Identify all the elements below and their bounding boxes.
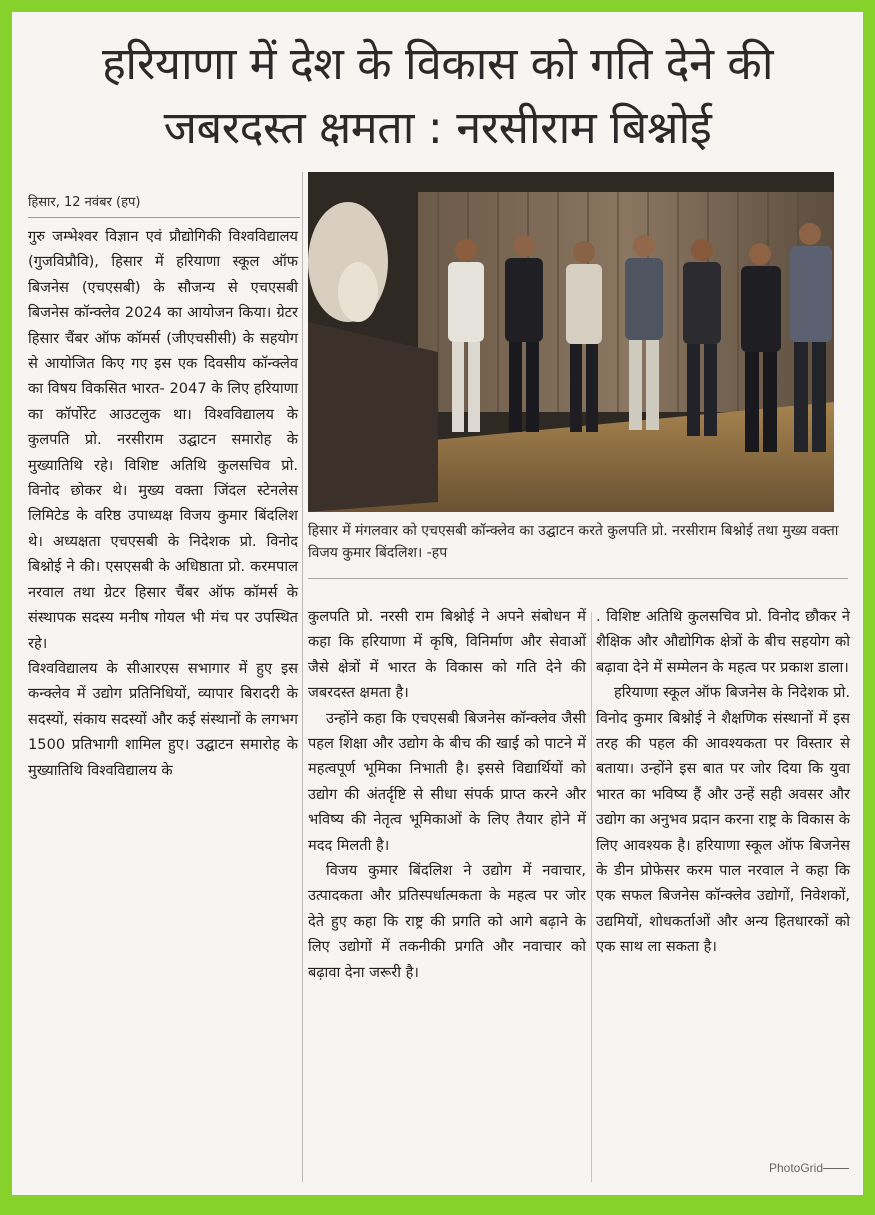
column3-paragraph-1: . विशिष्ट अतिथि कुलसचिव प्रो. विनोद छौकर ने शैक्षिक और औद्योगिक क्षेत्रों के बीच सहयोग को बढ़ावा देने में सम्मेलन के महत्व पर प्रकाश डाला। xyxy=(596,608,850,676)
headline xyxy=(26,32,849,160)
photo-caption: हिसार में मंगलवार को एचएसबी कॉन्क्लेव का उद्घाटन करते कुलपति प्रो. नरसीराम बिश्नोई तथा मुख्य वक्ता विजय कुमार बिंदलिश। -हप xyxy=(308,523,839,561)
watermark-line xyxy=(823,1168,849,1169)
caption-divider xyxy=(308,578,848,579)
headline-line-2: जबरदस्त क्षमता : नरसीराम बिश्नोई xyxy=(163,101,712,154)
article-column-2 xyxy=(308,604,586,985)
column-divider-1 xyxy=(302,172,303,1182)
article-column-3 xyxy=(596,604,850,960)
column2-paragraph-2: उन्होंने कहा कि एचएसबी बिजनेस कॉन्क्लेव जैसी पहल शिक्षा और उद्योग के बीच की खाई को पाटने में महत्वपूर्ण भूमिका निभाती है। इससे विद्यार्थियों को उद्योग की अंतर्दृष्टि से सीधा संपर्क प्राप्त करने और भविष्य की नेतृत्व भूमिकाओं के लिए तैयार होने में मदद मिलती है। xyxy=(308,709,586,854)
dateline-divider xyxy=(28,217,300,218)
headline-line-1: हरियाणा में देश के विकास को गति देने की xyxy=(101,37,774,90)
newspaper-clipping xyxy=(12,12,863,1195)
photogrid-watermark: PhotoGrid xyxy=(768,1161,823,1175)
article-column-1 xyxy=(28,224,298,783)
dateline: हिसार, 12 नवंबर (हप) xyxy=(28,195,141,210)
column2-paragraph-3: विजय कुमार बिंदलिश ने उद्योग में नवाचार, उत्पादकता और प्रतिस्पर्धात्मकता के महत्व पर जोर देते हुए कहा कि राष्ट्र की प्रगति को आगे बढ़ाने के लिए उद्योगों में तकनीकी प्रगति और नवाचार को बढ़ावा देना जरूरी है। xyxy=(308,862,586,981)
column-divider-2 xyxy=(591,612,592,1182)
column3-paragraph-2: हरियाणा स्कूल ऑफ बिजनेस के निदेशक प्रो. विनोद कुमार बिश्नोई ने शैक्षणिक संस्थानों में इस तरह की पहल की आवश्यकता पर विस्तार से बताया। उन्होंने इस बात पर जोर दिया कि युवा भारत का भविष्य हैं और उन्हें सही अवसर और उद्योग का अनुभव प्रदान करना राष्ट्र के विकास के लिए आवश्यक है। हरियाणा स्कूल ऑफ बिजनेस के डीन प्रोफेसर करम पाल नरवाल ने कहा कि एक सफल बिजनेस कॉन्क्लेव उद्योगों, निवेशकों, उद्यमियों, शोधकर्ताओं और अन्य हितधारकों को एक साथ ला सकता है। xyxy=(596,684,850,956)
conclave-group-photo xyxy=(308,172,834,512)
news-photo xyxy=(308,172,834,512)
column1-paragraph-2: विश्वविद्यालय के सीआरएस सभागार में हुए इस कन्क्लेव में उद्योग प्रतिनिधियों, व्यापार बिरादरी के सदस्यों, संकाय सदस्यों और कई संस्थानों के लगभग 1500 प्रतिभागी शामिल हुए। उद्घाटन समारोह के मुख्यातिथि विश्वविद्यालय के xyxy=(28,659,298,779)
column2-paragraph-1: कुलपति प्रो. नरसी राम बिश्नोई ने अपने संबोधन में कहा कि हरियाणा में कृषि, विनिर्माण और सेवाओं जैसे क्षेत्रों में भारत के विकास को गति देने की जबरदस्त क्षमता है। xyxy=(308,608,586,702)
column1-paragraph-1: गुरु जम्भेश्वर विज्ञान एवं प्रौद्योगिकी विश्वविद्यालय (गुजविप्रौवि), हिसार में हरियाणा स्कूल ऑफ बिजनेस (एचएसबी) के सौजन्य से एचएसबी बिजनेस कॉन्क्लेव 2024 का आयोजन किया। ग्रेटर हिसार चैंबर ऑफ कॉमर्स (जीएचसीसी) के सहयोग से आयोजित किए गए इस एक दिवसीय कॉन्क्लेव का विषय विकसित भारत- 2047 के लिए हरियाणा का कॉर्पोरेट आउटलुक था। विश्वविद्यालय के कुलपति प्रो. नरसीराम उद्घाटन समारोह के मुख्यातिथि रहे। विशिष्ट अतिथि कुलसचिव प्रो. विनोद छोकर थे। मुख्य वक्ता जिंदल स्टेनलेस लिमिटेड के वरिष्ठ उपाध्यक्ष विजय कुमार बिंदलिश थे। अध्यक्षता एचएसबी के निदेशक प्रो. विनोद बिश्नोई ने की। एसएसबी के अधिष्ठाता प्रो. करमपाल नरवाल तथा ग्रेटर हिसार चैंबर ऑफ कॉमर्स के संस्थापक सदस्य मनीष गोयल भी मंच पर उपस्थित रहे। xyxy=(28,228,298,652)
